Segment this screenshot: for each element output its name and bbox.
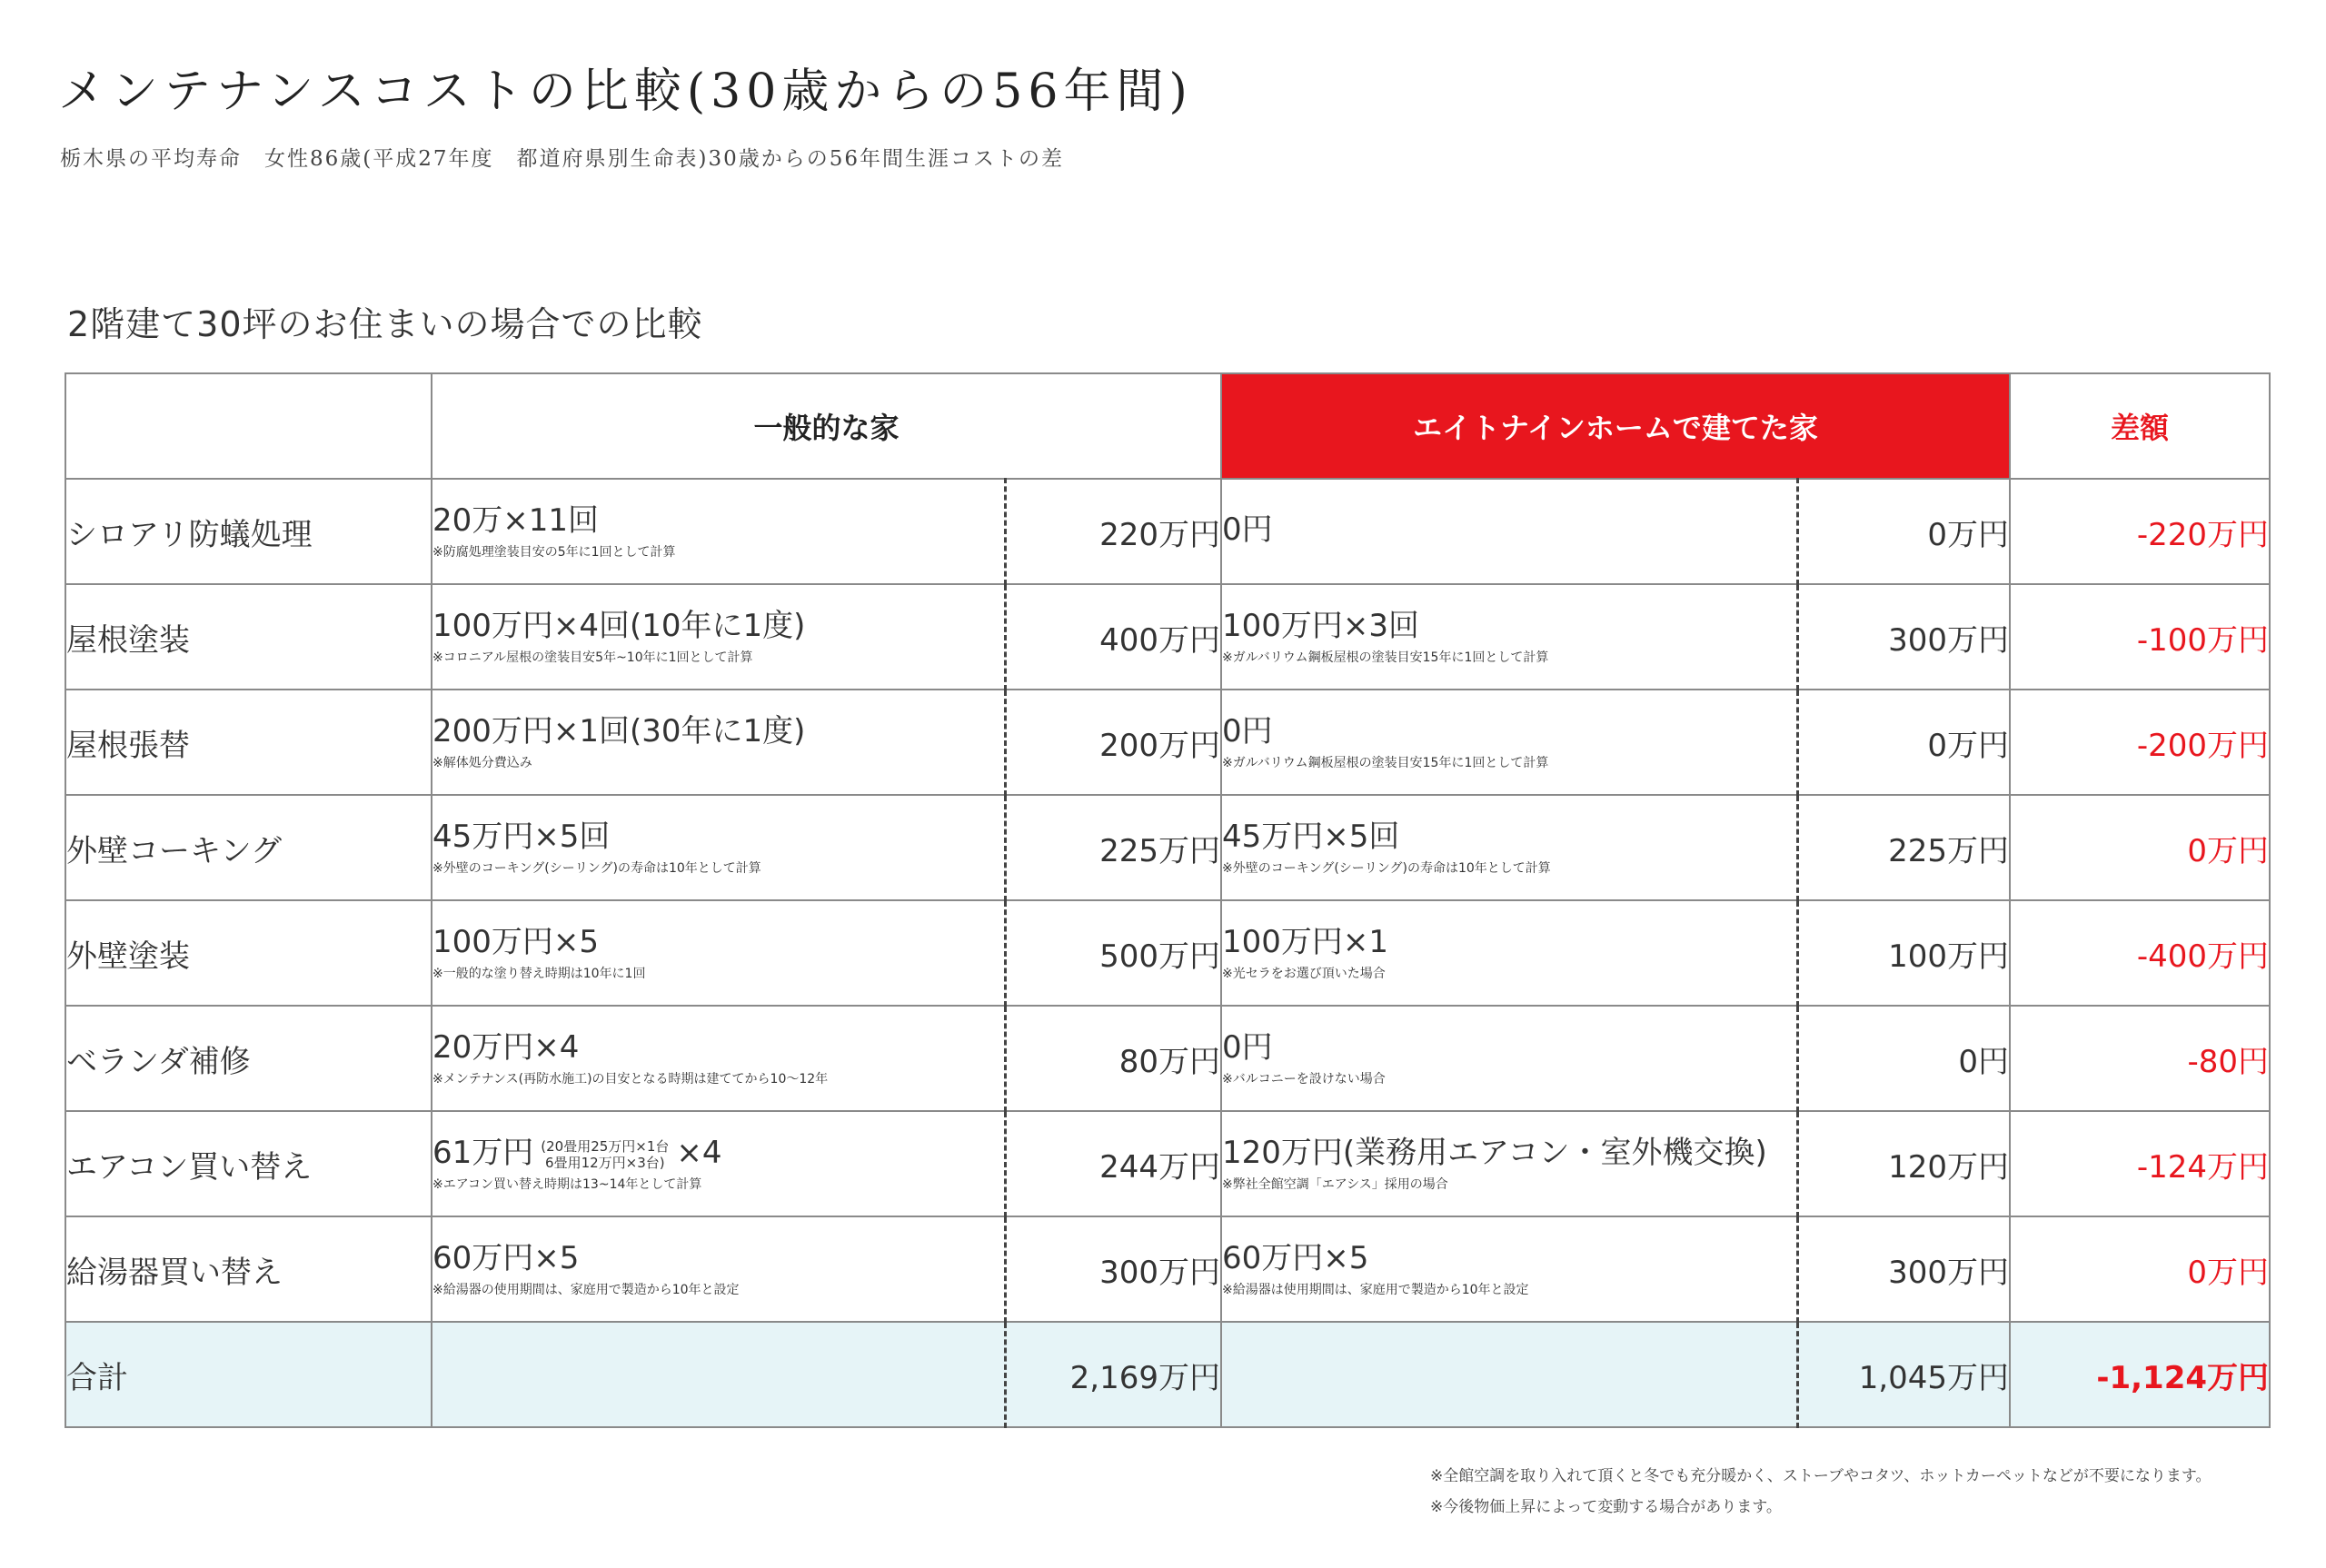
item-name: ベランダ補修 [65, 1006, 432, 1111]
standard-note: ※一般的な塗り替え時期は10年に1回 [432, 967, 646, 981]
difference-amount: -80円 [2010, 1006, 2270, 1111]
standard-calc-cell [432, 584, 1005, 690]
eightnine-note: ※ガルバリウム鋼板屋根の塗装目安15年に1回として計算 [1222, 756, 1549, 770]
cost-comparison-table [65, 372, 2271, 1428]
eightnine-note: ※ガルバリウム鋼板屋根の塗装目安15年に1回として計算 [1222, 650, 1549, 665]
section-heading: 2階建て30坪のお住まいの場合での比較 [67, 304, 703, 344]
item-name: 屋根張替 [65, 690, 432, 795]
table-row [65, 479, 2270, 584]
eightnine-amount: 120万円 [1797, 1111, 2010, 1216]
standard-calc-cell [432, 795, 1005, 900]
page-title: メンテナンスコストの比較(30歳からの56年間) [58, 65, 1193, 119]
standard-calc: 100万円×5 [432, 924, 600, 960]
standard-amount: 220万円 [1005, 479, 1221, 584]
standard-calc: 20万円×4 [432, 1029, 580, 1066]
difference-amount: -400万円 [2010, 900, 2270, 1006]
footnotes [1430, 1461, 2211, 1523]
eightnine-note: ※バルコニーを設けない場合 [1222, 1072, 1386, 1087]
standard-calc-cell [432, 1111, 1005, 1216]
eightnine-amount: 300万円 [1797, 1216, 2010, 1322]
eightnine-calc-cell [1221, 795, 1797, 900]
item-name: 給湯器買い替え [65, 1216, 432, 1322]
standard-calc-cell [432, 1006, 1005, 1111]
difference-amount: -100万円 [2010, 584, 2270, 690]
eightnine-calc: 100万円×3回 [1222, 608, 1420, 644]
difference-amount: 0万円 [2010, 795, 2270, 900]
standard-amount: 400万円 [1005, 584, 1221, 690]
eightnine-note: ※給湯器は使用期間は、家庭用で製造から10年と設定 [1222, 1283, 1529, 1297]
standard-amount: 300万円 [1005, 1216, 1221, 1322]
standard-amount: 80万円 [1005, 1006, 1221, 1111]
difference-amount: -124万円 [2010, 1111, 2270, 1216]
eightnine-calc-cell [1221, 1111, 1797, 1216]
table-header-row [65, 373, 2270, 479]
standard-calc-breakdown-line: 6畳用12万円×3台) [545, 1154, 665, 1171]
eightnine-calc: 60万円×5 [1222, 1240, 1369, 1276]
eightnine-calc: 100万円×1 [1222, 924, 1389, 960]
standard-calc: 60万円×5 [432, 1240, 580, 1276]
standard-note: ※外壁のコーキング(シーリング)の寿命は10年として計算 [432, 861, 761, 876]
eightnine-calc-cell [1221, 1006, 1797, 1111]
header-difference: 差額 [2010, 373, 2270, 479]
standard-calc: 20万×11回 [432, 502, 600, 539]
standard-calc-multiplier: ×4 [676, 1135, 722, 1171]
standard-calc-cell [432, 900, 1005, 1006]
table-row [65, 1216, 2270, 1322]
eightnine-calc-cell [1221, 479, 1797, 584]
difference-amount: -220万円 [2010, 479, 2270, 584]
standard-calc-cell [432, 690, 1005, 795]
total-difference-amount: -1,124万円 [2010, 1322, 2270, 1427]
standard-calc-cell [432, 479, 1005, 584]
page-subtitle: 栃木県の平均寿命 女性86歳(平成27年度 都道府県別生命表)30歳からの56年間生涯コストの差 [60, 147, 1065, 171]
standard-calc: 45万円×5回 [432, 819, 611, 855]
standard-calc: 100万円×4回(10年に1度) [432, 608, 806, 644]
total-label: 合計 [65, 1322, 432, 1427]
total-row [65, 1322, 2270, 1427]
table-row [65, 900, 2270, 1006]
eightnine-calc: 0円 [1222, 713, 1273, 749]
standard-amount: 200万円 [1005, 690, 1221, 795]
standard-calc-base: 61万円 [432, 1135, 534, 1171]
eightnine-calc-cell [1221, 690, 1797, 795]
eightnine-amount: 100万円 [1797, 900, 2010, 1006]
eightnine-calc-cell [1221, 584, 1797, 690]
standard-note: ※エアコン買い替え時期は13~14年として計算 [432, 1177, 702, 1192]
eightnine-amount: 0万円 [1797, 479, 2010, 584]
eightnine-amount: 0円 [1797, 1006, 2010, 1111]
eightnine-calc-cell [1221, 1216, 1797, 1322]
eightnine-amount: 225万円 [1797, 795, 2010, 900]
eightnine-amount: 0万円 [1797, 690, 2010, 795]
standard-total-amount: 2,169万円 [1005, 1322, 1221, 1427]
header-eightnine-house: エイトナインホームで建てた家 [1221, 373, 2010, 479]
standard-calc-cell [432, 1322, 1005, 1427]
difference-amount: -200万円 [2010, 690, 2270, 795]
eightnine-calc: 0円 [1222, 511, 1273, 548]
standard-calc-cell [432, 1216, 1005, 1322]
standard-note: ※防腐処理塗装目安の5年に1回として計算 [432, 545, 676, 560]
eightnine-calc-cell [1221, 900, 1797, 1006]
table-body [65, 479, 2270, 1427]
standard-note: ※コロニアル屋根の塗装目安5年~10年に1回として計算 [432, 650, 753, 665]
header-blank-cell [65, 373, 432, 479]
item-name: 外壁コーキング [65, 795, 432, 900]
table-row [65, 584, 2270, 690]
standard-note: ※給湯器の使用期間は、家庭用で製造から10年と設定 [432, 1283, 740, 1297]
standard-note: ※解体処分費込み [432, 756, 532, 770]
standard-amount: 500万円 [1005, 900, 1221, 1006]
standard-amount: 225万円 [1005, 795, 1221, 900]
footnote: ※今後物価上昇によって変動する場合があります。 [1430, 1498, 1782, 1516]
eightnine-calc: 45万円×5回 [1222, 819, 1400, 855]
footnote: ※全館空調を取り入れて頂くと冬でも充分暖かく、ストーブやコタツ、ホットカーペットなどが不要になります。 [1430, 1467, 2212, 1485]
standard-calc [432, 1135, 1004, 1171]
table-row [65, 795, 2270, 900]
item-name: シロアリ防蟻処理 [65, 479, 432, 584]
standard-calc-breakdown [541, 1138, 669, 1171]
standard-amount: 244万円 [1005, 1111, 1221, 1216]
eightnine-note: ※外壁のコーキング(シーリング)の寿命は10年として計算 [1222, 861, 1551, 876]
eightnine-calc-cell [1221, 1322, 1797, 1427]
eightnine-amount: 300万円 [1797, 584, 2010, 690]
item-name: 屋根塗装 [65, 584, 432, 690]
eightnine-total-amount: 1,045万円 [1797, 1322, 2010, 1427]
item-name: エアコン買い替え [65, 1111, 432, 1216]
eightnine-note: ※光セラをお選び頂いた場合 [1222, 967, 1386, 981]
standard-note: ※メンテナンス(再防水施工)の目安となる時期は建ててから10～12年 [432, 1072, 829, 1087]
eightnine-calc: 0円 [1222, 1029, 1273, 1066]
standard-calc: 200万円×1回(30年に1度) [432, 713, 806, 749]
table-row [65, 1006, 2270, 1111]
table-row [65, 690, 2270, 795]
eightnine-note: ※弊社全館空調「エアシス」採用の場合 [1222, 1177, 1448, 1192]
difference-amount: 0万円 [2010, 1216, 2270, 1322]
header-standard-house: 一般的な家 [432, 373, 1221, 479]
table-row [65, 1111, 2270, 1216]
standard-calc-breakdown-line: (20畳用25万円×1台 [541, 1137, 670, 1155]
eightnine-calc: 120万円(業務用エアコン・室外機交換) [1222, 1135, 1767, 1171]
item-name: 外壁塗装 [65, 900, 432, 1006]
